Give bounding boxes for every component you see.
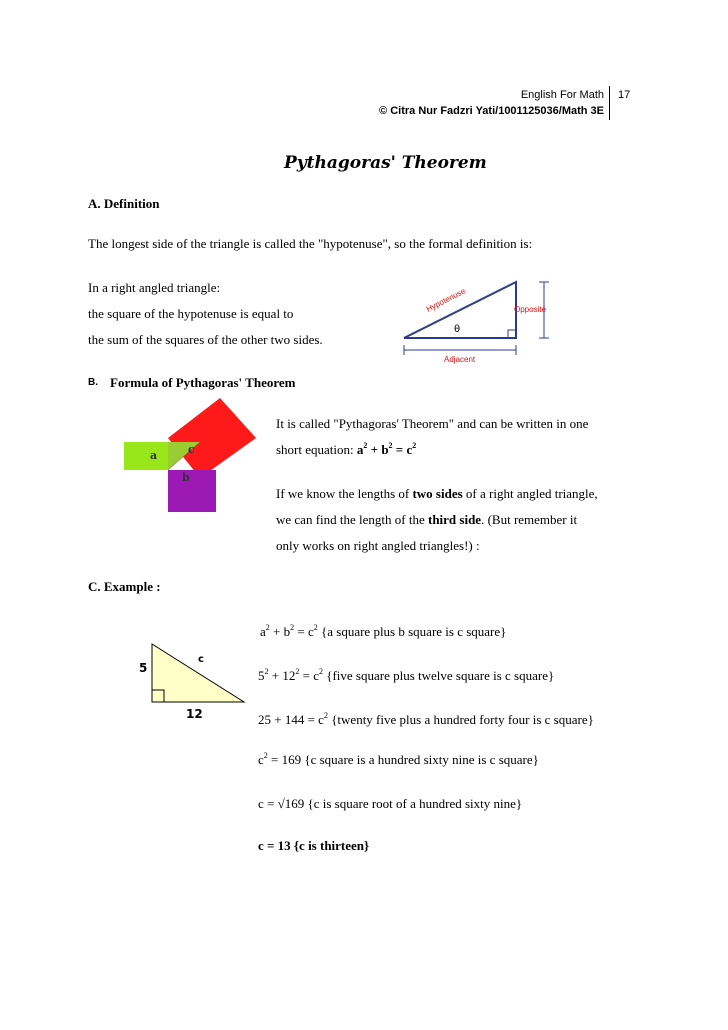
label-b: b [182,471,190,484]
right-angle-marker [508,330,516,338]
square-c [168,398,256,478]
header-divider [609,86,610,120]
formula-prefix: short equation: [276,442,357,457]
formula-equation: $a^2 + b^2 = c^2$ [356,441,417,457]
pythagoras-squares-diagram [124,398,264,514]
formula-para-line-1: It is called "Pythagoras' Theorem" and can be written in one [276,416,589,431]
example-triangle-shape [152,644,244,702]
formula-para-line-2 [276,442,416,458]
example-step-5: c = √169 {c is square root of a hundred sixty nine} [258,796,523,811]
example-triangle [136,640,250,724]
example-step-6: c = 13 {c is thirteen} [258,838,370,853]
definition-line-2: the square of the hypotenuse is equal to [88,306,294,321]
label-a: a [150,449,158,462]
header-title: English For Math [520,89,604,101]
header-author: © Citra Nur Fadzri Yati/1001125036/Math 3E [379,105,604,117]
example-step-3: $25 + 144 = c^2$ {twenty five plus a hundred forty four is c square} [258,711,594,727]
definition-line-1: In a right angled triangle: [88,280,221,295]
formula-para2-line-2: we can find the length of the third side. (But remember it [276,512,578,527]
label-c: c [188,443,195,456]
square-b [168,470,216,512]
square-a [124,442,168,470]
page-title: Pythagoras' Theorem [284,153,487,173]
hypotenuse-label: Hypotenuse [424,286,467,314]
adjacent-label: Adjacent [444,355,476,364]
page-number: 17 [618,89,631,101]
definition-line-3: the sum of the squares of the other two sides. [88,332,323,347]
definition-intro: The longest side of the triangle is called the "hypotenuse", so the formal definition is: [88,236,533,251]
example-step-1: $a^2 + b^2 = c^2$ {a square plus b square is c square} [260,623,507,639]
theta-label: θ [454,324,461,335]
section-a-heading: A. Definition [88,196,160,211]
side-b-label: 12 [186,707,203,721]
example-step-4: $c^2 = 169$ {c square is a hundred sixty nine is c square} [258,751,539,767]
right-triangle-diagram [396,272,556,368]
formula-para2-line-3: only works on right angled triangles!) : [276,538,480,553]
section-b-heading: Formula of Pythagoras' Theorem [110,375,296,390]
opposite-label: Opposite [514,305,547,314]
formula-para2-line-1: If we know the lengths of two sides of a right angled triangle, [276,486,598,501]
section-c-heading: C. Example : [88,579,161,594]
side-a-label: 5 [139,661,148,675]
side-c-label: c [198,654,204,665]
example-step-2: $5^2 + 12^2 = c^2$ {five square plus twelve square is c square} [258,667,555,683]
section-b-marker: B. [88,377,98,388]
